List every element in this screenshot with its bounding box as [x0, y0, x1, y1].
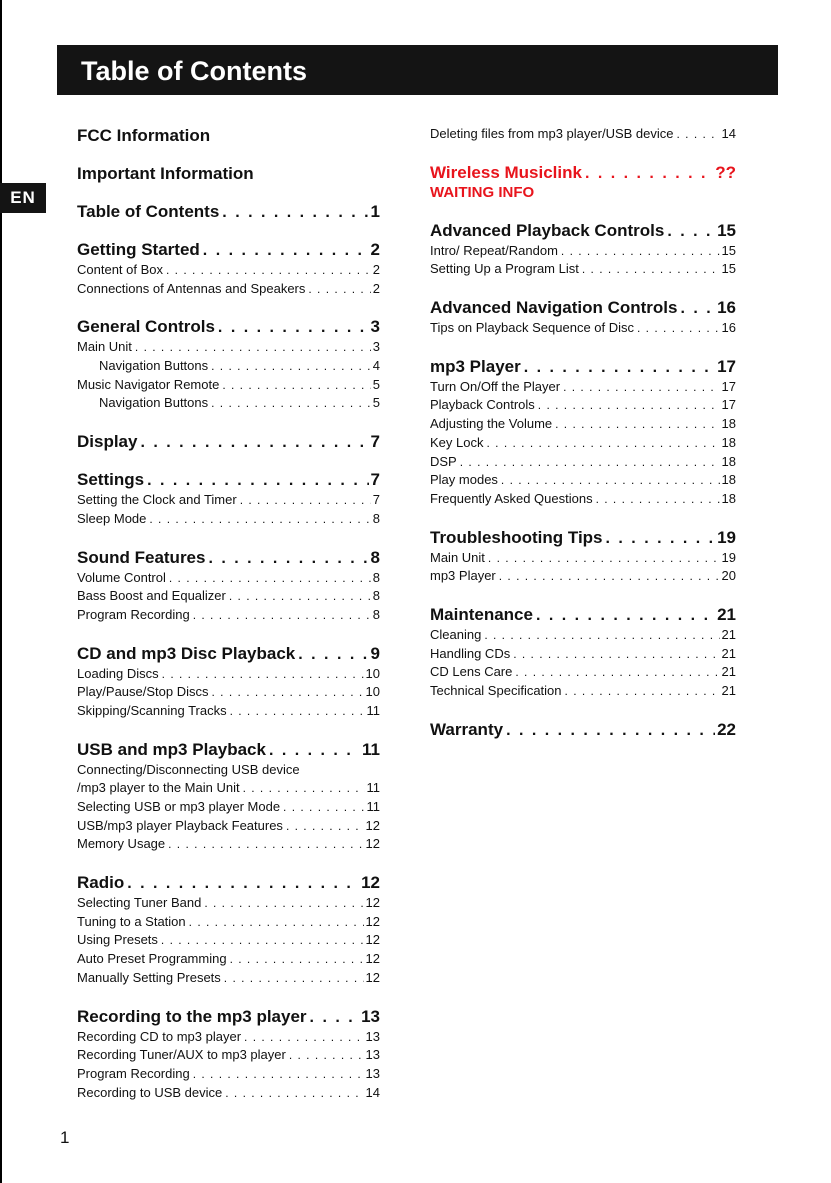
- toc-page-number: 18: [721, 472, 736, 488]
- toc-page-number: 9: [370, 643, 380, 663]
- toc-page-number: 2: [372, 262, 380, 277]
- page-title: Table of Contents: [81, 56, 307, 86]
- toc-entry[interactable]: [77, 931, 380, 950]
- toc-section-heading[interactable]: [77, 643, 380, 665]
- toc-entry-label: Radio: [77, 873, 125, 893]
- dot-leader: [229, 587, 371, 606]
- toc-page-number: 8: [372, 569, 380, 585]
- toc-page-number: 13: [365, 1028, 380, 1044]
- toc-entry-label: Selecting USB or mp3 player Mode: [77, 799, 281, 814]
- toc-section-heading[interactable]: [430, 220, 736, 242]
- toc-page-number: 12: [365, 895, 380, 911]
- toc-entry-label: Navigation Buttons: [99, 395, 209, 411]
- toc-page-number: 15: [717, 220, 736, 240]
- toc-entry-label: Advanced Playback Controls: [430, 220, 665, 240]
- spacer: [77, 185, 380, 201]
- dot-leader: [501, 471, 720, 490]
- dot-leader: [168, 835, 363, 854]
- toc-section-heading[interactable]: [430, 297, 736, 319]
- toc-entry-label: Important Information: [77, 164, 254, 183]
- toc-page-number: 13: [365, 1047, 380, 1063]
- toc-entry[interactable]: [430, 453, 736, 472]
- toc-entry[interactable]: [77, 665, 380, 684]
- dot-leader: [289, 1046, 364, 1065]
- toc-page-number: 12: [361, 873, 380, 893]
- toc-page-number: ??: [715, 162, 736, 182]
- toc-page-number: 19: [717, 527, 736, 547]
- toc-entry-label: Frequently Asked Questions: [430, 490, 593, 506]
- toc-page-number: 2: [372, 280, 380, 296]
- dot-leader: [212, 683, 364, 702]
- toc-entry-label: Content of Box: [77, 262, 163, 277]
- spacer: [77, 298, 380, 316]
- dot-leader: [565, 682, 720, 701]
- toc-entry-label: Turn On/Off the Player: [430, 378, 561, 394]
- toc-entry-label: Play/Pause/Stop Discs: [77, 684, 209, 700]
- toc-page-number: 11: [362, 739, 380, 759]
- toc-entry[interactable]: [430, 490, 736, 509]
- toc-section-heading[interactable]: [430, 356, 736, 378]
- toc-entry[interactable]: [430, 260, 736, 279]
- toc-entry[interactable]: [77, 357, 380, 376]
- toc-page-number: 5: [372, 376, 380, 392]
- toc-entry-label: Handling CDs: [430, 645, 511, 661]
- toc-entry[interactable]: [77, 798, 380, 817]
- toc-entry[interactable]: [77, 1028, 380, 1047]
- spacer: [430, 586, 736, 604]
- toc-entry[interactable]: [77, 280, 380, 299]
- toc-entry-label: Key Lock: [430, 434, 484, 450]
- toc-page-number: 21: [721, 645, 736, 661]
- toc-entry-label: Recording Tuner/AUX to mp3 player: [77, 1047, 286, 1063]
- toc-entry-label: Music Navigator Remote: [77, 376, 220, 392]
- toc-entry[interactable]: [77, 1046, 380, 1065]
- toc-entry[interactable]: [77, 702, 380, 721]
- toc-entry-label: DSP: [430, 453, 457, 469]
- toc-entry-label: Intro/ Repeat/Random: [430, 242, 558, 258]
- toc-entry-label: Warranty: [430, 719, 504, 739]
- toc-section-heading[interactable]: [77, 1006, 380, 1028]
- toc-section-heading[interactable]: [430, 604, 736, 626]
- toc-entry-label: mp3 Player: [430, 356, 521, 376]
- toc-entry-label: Recording to the mp3 player: [77, 1006, 307, 1026]
- toc-page-number: 21: [721, 664, 736, 680]
- toc-section-heading[interactable]: [77, 872, 380, 894]
- toc-entry-label: Sound Features: [77, 547, 206, 567]
- toc-entry[interactable]: [77, 1084, 380, 1103]
- toc-page-number: 16: [717, 298, 736, 318]
- toc-section-heading[interactable]: [430, 719, 736, 741]
- dot-leader: [515, 663, 719, 682]
- toc-page-number: 12: [365, 836, 380, 852]
- toc-section-note: WAITING INFO: [430, 183, 535, 201]
- toc-entry[interactable]: [77, 606, 380, 625]
- dot-leader: [243, 779, 365, 798]
- toc-entry-label: Maintenance: [430, 604, 533, 624]
- toc-entry-label: Bass Boost and Equalizer: [77, 588, 226, 604]
- toc-entry[interactable]: [430, 471, 736, 490]
- toc-entry-label: Memory Usage: [77, 836, 166, 852]
- dot-leader: [606, 528, 716, 549]
- toc-entry-label: Setting Up a Program List: [430, 261, 579, 277]
- toc-page-number: 21: [721, 683, 736, 698]
- toc-entry-label: Navigation Buttons: [99, 358, 209, 374]
- spacer: [430, 509, 736, 527]
- toc-entry-label: Connections of Antennas and Speakers: [77, 280, 306, 296]
- toc-entry[interactable]: [430, 415, 736, 434]
- toc-section-heading[interactable]: [77, 201, 380, 223]
- spacer: [430, 701, 736, 719]
- toc-entry[interactable]: [430, 319, 736, 338]
- toc-entry-label: Tuning to a Station: [77, 913, 186, 929]
- dot-leader: [127, 873, 359, 894]
- dot-leader: [222, 202, 368, 223]
- dot-leader: [308, 280, 370, 299]
- toc-page-number: 8: [372, 606, 380, 622]
- dot-leader: [225, 1084, 363, 1103]
- toc-entry-label: Cleaning: [430, 626, 482, 642]
- toc-page-number: 18: [721, 416, 736, 432]
- dot-leader: [596, 490, 720, 509]
- toc-entry[interactable]: [430, 626, 736, 645]
- toc-page-number: 21: [721, 626, 736, 642]
- toc-page-number: 7: [372, 492, 380, 508]
- toc-entry-label: CD and mp3 Disc Playback: [77, 643, 296, 663]
- dot-leader: [283, 798, 364, 817]
- dot-leader: [460, 453, 720, 472]
- toc-entry-label: Main Unit: [430, 549, 485, 565]
- dot-leader: [561, 242, 720, 261]
- dot-leader: [244, 1028, 364, 1047]
- spacer: [77, 223, 380, 239]
- dot-leader: [222, 376, 370, 395]
- toc-entry[interactable]: [77, 894, 380, 913]
- toc-page-number: 14: [721, 126, 736, 141]
- dot-leader: [286, 817, 364, 836]
- dot-leader: [506, 720, 715, 741]
- toc-entry[interactable]: [430, 378, 736, 397]
- toc-right-column: [430, 125, 736, 741]
- toc-section-heading[interactable]: [77, 431, 380, 453]
- toc-entry-label: Selecting Tuner Band: [77, 895, 202, 911]
- toc-entry[interactable]: [77, 510, 380, 529]
- toc-entry-label: Playback Controls: [430, 397, 535, 413]
- toc-entry-label: Table of Contents: [77, 202, 220, 221]
- toc-entry[interactable]: [77, 1065, 380, 1084]
- toc-entry-label: Deleting files from mp3 player/USB device: [430, 126, 674, 141]
- toc-entry[interactable]: [430, 645, 736, 664]
- toc-entry-label: Display: [77, 432, 138, 452]
- toc-entry-label: Program Recording: [77, 606, 190, 622]
- title-banner: [57, 45, 778, 95]
- spacer: [77, 147, 380, 163]
- toc-entry-label: Sleep Mode: [77, 510, 147, 526]
- toc-page-number: 14: [365, 1084, 380, 1100]
- dot-leader: [193, 1065, 364, 1084]
- toc-entry-label: Program Recording: [77, 1065, 190, 1081]
- dot-leader: [162, 665, 364, 684]
- toc-entry-label: Auto Preset Programming: [77, 951, 227, 967]
- dot-leader: [230, 950, 364, 969]
- toc-page-number: 5: [372, 395, 380, 411]
- toc-section-heading[interactable]: [77, 547, 380, 569]
- toc-page-number: 16: [721, 320, 736, 336]
- toc-left-column: [77, 125, 380, 1102]
- dot-leader: [203, 240, 369, 261]
- dot-leader: [667, 221, 715, 242]
- toc-entry[interactable]: [77, 835, 380, 854]
- spacer: [77, 453, 380, 469]
- toc-entry-label: mp3 Player: [430, 568, 496, 584]
- spacer: [430, 279, 736, 297]
- toc-page-number: 10: [365, 665, 380, 681]
- toc-page-number: 2: [370, 240, 380, 259]
- toc-entry-label: Advanced Navigation Controls: [430, 298, 678, 318]
- toc-page-number: 3: [372, 339, 380, 355]
- spacer: [430, 338, 736, 356]
- dot-leader: [166, 261, 371, 280]
- toc-entry[interactable]: [77, 338, 380, 357]
- toc-entry-label: Troubleshooting Tips: [430, 527, 603, 547]
- dot-leader: [499, 567, 720, 586]
- toc-section-heading[interactable]: [430, 162, 736, 184]
- toc-entry-label: Wireless Musiclink: [430, 162, 582, 182]
- toc-entry[interactable]: [77, 950, 380, 969]
- dot-leader: [637, 319, 720, 338]
- toc-entry-label: USB/mp3 player Playback Features: [77, 817, 283, 833]
- toc-entry[interactable]: [430, 549, 736, 568]
- toc-page-number: 12: [365, 932, 380, 948]
- toc-page-number: 18: [721, 453, 736, 469]
- dot-leader: [488, 549, 720, 568]
- spacer: [77, 721, 380, 739]
- dot-leader: [193, 606, 371, 625]
- page-number: 1: [60, 1128, 70, 1147]
- toc-entry-label: Skipping/Scanning Tracks: [77, 702, 227, 718]
- toc-entry-label: Recording CD to mp3 player: [77, 1028, 242, 1044]
- dot-leader: [484, 626, 719, 645]
- toc-page-number: 18: [721, 490, 736, 506]
- dot-leader: [585, 163, 713, 184]
- spacer: [430, 202, 736, 220]
- toc-entry[interactable]: [430, 125, 736, 144]
- toc-entry-label: Volume Control: [77, 569, 166, 585]
- dot-leader: [563, 378, 719, 397]
- dot-leader: [524, 357, 715, 378]
- toc-page-number: 18: [721, 434, 736, 450]
- dot-leader: [135, 338, 371, 357]
- toc-entry-label: Setting the Clock and Timer: [77, 492, 237, 508]
- dot-leader: [536, 605, 715, 626]
- toc-entry-label: Manually Setting Presets: [77, 969, 221, 985]
- toc-entry-label: Main Unit: [77, 339, 132, 355]
- toc-page-number: 8: [372, 510, 380, 526]
- dot-leader: [218, 317, 369, 338]
- toc-page-number: 15: [721, 261, 736, 277]
- dot-leader: [240, 491, 371, 510]
- toc-page-number: 21: [717, 604, 736, 624]
- dot-leader: [538, 396, 720, 415]
- dot-leader: [211, 394, 371, 413]
- toc-entry-label: Technical Specification: [430, 683, 562, 698]
- toc-entry[interactable]: [77, 376, 380, 395]
- dot-leader: [269, 740, 360, 761]
- toc-page-number: 1: [370, 202, 380, 221]
- toc-entry[interactable]: [430, 396, 736, 415]
- toc-entry-text: Connecting/Disconnecting USB device: [77, 761, 300, 777]
- toc-page-number: 17: [721, 397, 736, 413]
- dot-leader: [149, 510, 370, 529]
- toc-entry[interactable]: [430, 663, 736, 682]
- toc-entry[interactable]: [77, 491, 380, 510]
- dot-leader: [582, 260, 720, 279]
- toc-page-number: 19: [721, 549, 736, 565]
- toc-entry-label: General Controls: [77, 317, 215, 337]
- toc-page-number: 17: [717, 356, 736, 376]
- toc-page-number: 12: [365, 913, 380, 929]
- toc-entry[interactable]: [77, 394, 380, 413]
- toc-page-number: 10: [365, 684, 380, 700]
- dot-leader: [486, 434, 719, 453]
- toc-entry-label: FCC Information: [77, 126, 211, 145]
- toc-section-heading[interactable]: [77, 163, 380, 185]
- toc-page-number: 13: [365, 1065, 380, 1081]
- toc-entry-label: Loading Discs: [77, 665, 159, 681]
- toc-section-heading[interactable]: [77, 739, 380, 761]
- toc-section-heading[interactable]: [77, 125, 380, 147]
- toc-entry-label: USB and mp3 Playback: [77, 739, 266, 759]
- spacer: [77, 854, 380, 872]
- toc-page-number: 11: [366, 799, 380, 814]
- toc-page-number: 7: [370, 470, 380, 490]
- spacer: [77, 413, 380, 431]
- toc-entry[interactable]: [77, 683, 380, 702]
- dot-leader: [224, 969, 364, 988]
- toc-page-number: 12: [365, 817, 380, 833]
- dot-leader: [161, 931, 364, 950]
- dot-leader: [204, 894, 363, 913]
- language-tab: EN: [0, 183, 46, 213]
- toc-page-number: 17: [721, 378, 736, 394]
- dot-leader: [208, 548, 368, 569]
- page-edge-rule: [0, 0, 2, 1183]
- toc-entry-label: Getting Started: [77, 240, 200, 259]
- toc-section-heading[interactable]: [77, 316, 380, 338]
- toc-page-number: 12: [365, 951, 380, 967]
- toc-page-number: 11: [366, 780, 380, 796]
- toc-page-number: 12: [365, 969, 380, 985]
- toc-page-number: 11: [366, 702, 380, 718]
- toc-page-number: 4: [372, 358, 380, 374]
- dot-leader: [680, 298, 715, 319]
- toc-entry[interactable]: [77, 587, 380, 606]
- toc-page-number: 8: [372, 588, 380, 604]
- toc-page-number: 15: [721, 242, 736, 258]
- dot-leader: [189, 913, 364, 932]
- spacer: [77, 988, 380, 1006]
- toc-entry[interactable]: [77, 817, 380, 836]
- dot-leader: [677, 125, 720, 144]
- dot-leader: [298, 644, 368, 665]
- toc-page-number: 13: [361, 1006, 380, 1026]
- dot-leader: [230, 702, 365, 721]
- toc-entry[interactable]: [430, 434, 736, 453]
- dot-leader: [310, 1007, 360, 1028]
- dot-leader: [555, 415, 719, 434]
- toc-entry-label: Tips on Playback Sequence of Disc: [430, 320, 635, 336]
- toc-entry-label: Adjusting the Volume: [430, 416, 553, 432]
- toc-page-number: 22: [717, 719, 736, 739]
- toc-page-number: 3: [370, 317, 380, 337]
- spacer: [77, 529, 380, 547]
- dot-leader: [211, 357, 371, 376]
- toc-entry-label: CD Lens Care: [430, 664, 513, 680]
- toc-entry[interactable]: [77, 569, 380, 588]
- toc-entry[interactable]: [430, 242, 736, 261]
- toc-section-heading[interactable]: [77, 469, 380, 491]
- toc-entry[interactable]: [430, 682, 736, 701]
- toc-page-number: 8: [370, 547, 380, 567]
- toc-page-number: 7: [370, 432, 380, 452]
- dot-leader: [140, 432, 368, 453]
- dot-leader: [513, 645, 719, 664]
- toc-entry[interactable]: [77, 779, 380, 798]
- toc-entry-label: Play modes: [430, 472, 498, 488]
- toc-entry-label: Recording to USB device: [77, 1084, 223, 1100]
- toc-entry[interactable]: [77, 261, 380, 280]
- spacer: [430, 144, 736, 162]
- toc-section-heading[interactable]: [430, 527, 736, 549]
- toc-entry-label: Settings: [77, 470, 145, 490]
- dot-leader: [147, 470, 368, 491]
- toc-entry[interactable]: [77, 969, 380, 988]
- spacer: [77, 625, 380, 643]
- toc-page-number: 20: [721, 568, 736, 584]
- dot-leader: [169, 569, 371, 588]
- toc-entry-label: Using Presets: [77, 932, 158, 948]
- toc-entry[interactable]: [430, 567, 736, 586]
- toc-entry[interactable]: [77, 913, 380, 932]
- toc-section-heading[interactable]: [77, 239, 380, 261]
- toc-entry-label: /mp3 player to the Main Unit: [77, 780, 240, 796]
